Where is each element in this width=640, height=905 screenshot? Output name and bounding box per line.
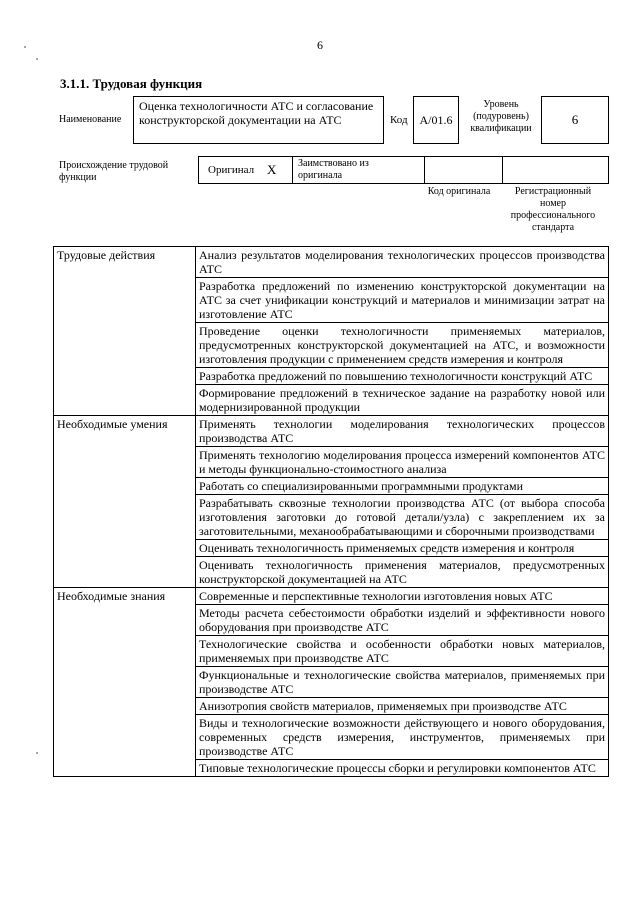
table-item: Проведение оценки технологичности применяемых материалов, предусмотренных конструкторской документацией на АТС, и возможности изготовления продукции с применением средств измерения и контроля [196, 323, 609, 368]
reg-number-caption: Регистрационный номер профессионального стандарта [510, 186, 596, 233]
table-item: Современные и перспективные технологии изготовления новых АТС [196, 588, 609, 605]
labor-function-table [53, 246, 609, 777]
category-skills: Необходимые умения [54, 416, 196, 588]
borrowed-label: Заимствовано из оригинала [298, 158, 369, 181]
section-title: 3.1.1. Трудовая функция [60, 76, 203, 91]
table-item: Разрабатывать сквозные технологии производства АТС (от выбора способа изготовления заготовки до готовой детали/узла) с закреплением их за заготовительными, механообрабатывающими и сборочными производствами [196, 495, 609, 540]
original-mark: X [267, 162, 277, 177]
code-label: Код [390, 114, 408, 126]
table-item: Работать со специализированными программными продуктами [196, 478, 609, 495]
table-item: Разработка предложений по изменению конструкторской документации на АТС за счет унификации конструкций и материалов и минимизации затрат на изготовление АТС [196, 278, 609, 323]
original-label: Оригинал [208, 164, 255, 176]
table-item: Применять технологии моделирования технологических процессов производства АТС [196, 416, 609, 447]
table-item: Функциональные и технологические свойства материалов, применяемых при производстве АТС [196, 667, 609, 698]
level-label: Уровень (подуровень) квалификации [470, 99, 532, 134]
table-item: Оценивать технологичность применяемых средств измерения и контроля [196, 540, 609, 557]
table-row [54, 588, 609, 605]
category-knowledge: Необходимые знания [54, 588, 196, 777]
name-value-box [133, 96, 384, 144]
table-item: Типовые технологические процессы сборки и регулировки компонентов АТС [196, 760, 609, 777]
table-row [54, 416, 609, 447]
origin-label: Происхождение трудовой функции [59, 160, 169, 183]
code-original-caption: Код оригинала [427, 186, 491, 197]
table-item: Анализ результатов моделирования технологических процессов производства АТС [196, 247, 609, 278]
name-label: Наименование [59, 114, 122, 125]
origin-table [198, 156, 609, 184]
level-value: 6 [571, 112, 579, 127]
scan-speck [36, 752, 38, 754]
scan-speck [36, 58, 38, 60]
table-item: Разработка предложений по повышению технологичности конструкций АТС [196, 368, 609, 385]
level-value-box [541, 96, 609, 144]
table-item: Формирование предложений в техническое задание на разработку новой или модернизированной продукции [196, 385, 609, 416]
page-number: 6 [317, 38, 323, 52]
category-labor-actions: Трудовые действия [54, 247, 196, 416]
code-value: А/01.6 [419, 113, 453, 127]
table-row [54, 247, 609, 278]
table-item: Виды и технологические возможности действующего и нового оборудования, современных средств измерения, инструментов, применяемых при производстве АТС [196, 715, 609, 760]
table-item: Оценивать технологичность применения материалов, предусмотренных конструкторской документацией на АТС [196, 557, 609, 588]
table-item: Технологические свойства и особенности обработки новых материалов, применяемых при производстве АТС [196, 636, 609, 667]
name-value: Оценка технологичности АТС и согласование конструкторской документации на АТС [139, 99, 374, 127]
table-item: Применять технологию моделирования процесса измерений компонентов АТС и методы функционально-стоимостного анализа [196, 447, 609, 478]
table-item: Анизотропия свойств материалов, применяемых при производстве АТС [196, 698, 609, 715]
code-value-box [413, 96, 459, 144]
table-item: Методы расчета себестоимости обработки изделий и эффективности нового оборудования при производстве АТС [196, 605, 609, 636]
